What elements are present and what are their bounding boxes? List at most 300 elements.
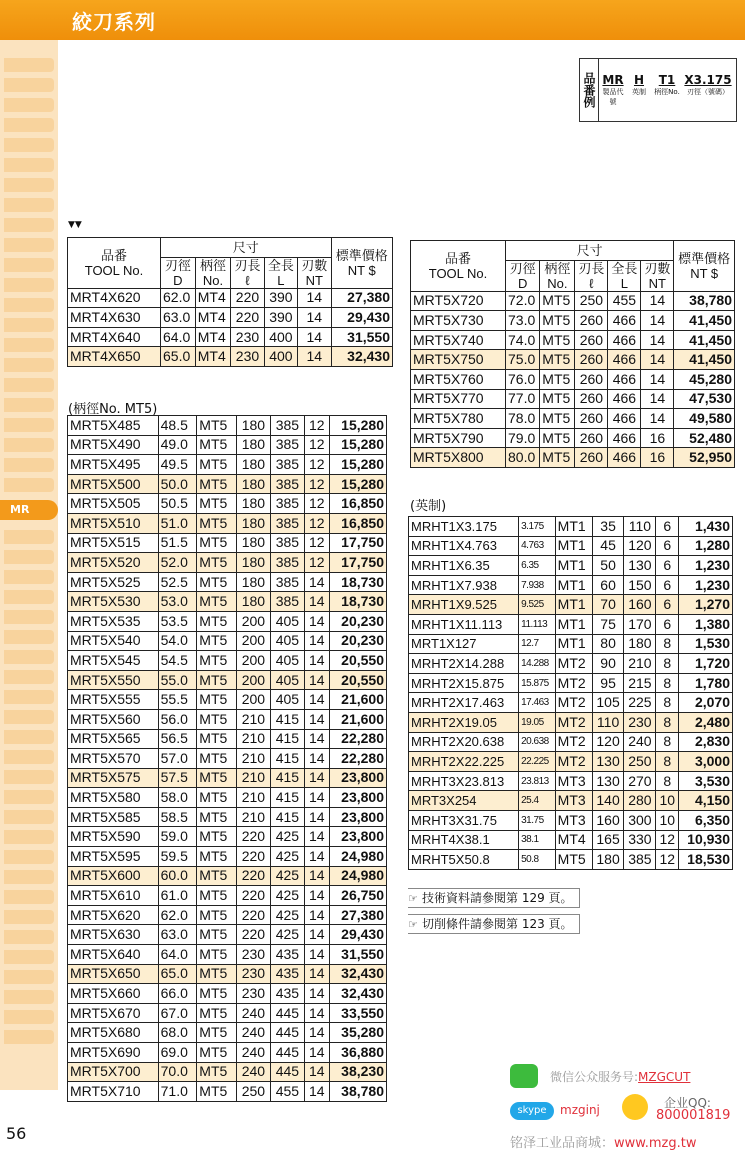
diameter-cell: 17.463 [519, 693, 556, 713]
total-length-cell: 466 [608, 369, 641, 389]
flute-length-cell: 210 [236, 709, 270, 729]
price-cell: 20,230 [329, 611, 386, 631]
side-index-tab[interactable] [4, 338, 54, 352]
table-row [411, 311, 735, 331]
tool-number-cell: MRT5X780 [411, 409, 506, 429]
price-cell: 20,550 [329, 670, 386, 690]
qq-label: 企业QQ: [664, 1096, 711, 1110]
table-row [409, 614, 733, 634]
price-cell: 36,880 [329, 1043, 386, 1063]
price-cell: 24,980 [329, 847, 386, 867]
side-index-tab[interactable] [4, 1030, 54, 1044]
diameter-cell: 7.938 [519, 575, 556, 595]
price-cell: 18,730 [329, 592, 386, 612]
wechat-icon [510, 1064, 538, 1088]
shank-cell: MT5 [197, 886, 237, 906]
price-cell: 41,450 [674, 350, 735, 370]
shank-cell: MT2 [555, 693, 592, 713]
price-cell: 1,530 [679, 634, 733, 654]
diameter-cell: 57.0 [158, 749, 197, 769]
tool-number-cell: MRT5X760 [411, 369, 506, 389]
shop-text: 铭泽工业品商城：www.mzg.tw [510, 1136, 697, 1151]
shank-cell: MT2 [555, 654, 592, 674]
diameter-cell: 57.5 [158, 768, 197, 788]
flute-length-cell: 210 [236, 807, 270, 827]
price-cell: 1,280 [679, 536, 733, 556]
side-index-tab[interactable] [4, 630, 54, 644]
side-index-tab[interactable] [4, 458, 54, 472]
flutes-cell: 14 [304, 611, 329, 631]
diameter-cell: 71.0 [158, 1082, 197, 1102]
shank-cell: MT3 [555, 810, 592, 830]
side-index-tab[interactable] [4, 790, 54, 804]
price-cell: 20,550 [329, 651, 386, 671]
side-index-tab[interactable] [4, 890, 54, 904]
side-index-tab[interactable] [4, 570, 54, 584]
shank-cell: MT5 [197, 572, 237, 592]
flute-length-cell: 220 [236, 925, 270, 945]
tool-number-cell: MRT5X770 [411, 389, 506, 409]
price-cell: 24,980 [329, 866, 386, 886]
side-index-tab[interactable] [4, 438, 54, 452]
flute-length-cell: 130 [592, 752, 624, 772]
flute-length-cell: 220 [236, 886, 270, 906]
flutes-cell: 14 [304, 964, 329, 984]
tool-number-cell: MRHT4X38.1 [409, 830, 519, 850]
total-length-cell: 270 [624, 771, 656, 791]
tool-number-cell: MRHT1X7.938 [409, 575, 519, 595]
tool-number-cell: MRHT2X17.463 [409, 693, 519, 713]
table-row [411, 369, 735, 389]
table-row [411, 389, 735, 409]
side-index-tab[interactable] [4, 810, 54, 824]
side-index-tab[interactable] [4, 318, 54, 332]
table-row [68, 1062, 387, 1082]
price-cell: 41,450 [674, 311, 735, 331]
col-d: 刃徑 D [506, 260, 540, 291]
total-length-cell: 466 [608, 330, 641, 350]
flutes-cell: 14 [304, 1003, 329, 1023]
table-row [411, 330, 735, 350]
total-length-cell: 435 [270, 964, 304, 984]
flute-length-cell: 180 [236, 553, 270, 573]
side-index-tab[interactable] [4, 550, 54, 564]
table-row [68, 513, 387, 533]
flute-length-cell: 50 [592, 556, 624, 576]
total-length-cell: 110 [624, 517, 656, 537]
legend-part [654, 73, 680, 97]
tool-number-cell: MRT5X690 [68, 1043, 159, 1063]
diameter-cell: 54.0 [158, 631, 197, 651]
flutes-cell: 12 [304, 435, 329, 455]
side-index-tab[interactable] [4, 278, 54, 292]
shank-cell: MT5 [540, 330, 575, 350]
flutes-cell: 8 [656, 654, 679, 674]
shank-cell: MT5 [197, 533, 237, 553]
table-row [68, 925, 387, 945]
flute-length-cell: 180 [236, 572, 270, 592]
legend-desc: 製品代號 [602, 88, 624, 106]
shank-cell: MT5 [540, 291, 575, 311]
price-cell: 27,380 [329, 905, 386, 925]
total-length-cell: 225 [624, 693, 656, 713]
side-index-tab[interactable] [4, 730, 54, 744]
col-nt: 刃數 NT [641, 260, 674, 291]
side-index-tab[interactable] [4, 1010, 54, 1024]
price-cell: 23,800 [329, 807, 386, 827]
table-row [68, 308, 393, 328]
side-index-tab[interactable] [4, 198, 54, 212]
table-row [68, 827, 387, 847]
diameter-cell: 50.8 [519, 850, 556, 870]
flute-length-cell: 240 [236, 1062, 270, 1082]
flute-length-cell: 90 [592, 654, 624, 674]
flute-length-cell: 200 [236, 651, 270, 671]
table-row [409, 654, 733, 674]
tool-number-cell: MRT5X710 [68, 1082, 159, 1102]
flutes-cell: 14 [641, 409, 674, 429]
diameter-cell: 19.05 [519, 712, 556, 732]
side-index-tab[interactable] [4, 178, 54, 192]
side-index-tab[interactable] [4, 258, 54, 272]
col-tool: 品番 TOOL No. [68, 238, 161, 289]
tool-number-cell: MRT5X510 [68, 513, 159, 533]
flutes-cell: 14 [298, 288, 331, 308]
diameter-cell: 69.0 [158, 1043, 197, 1063]
diameter-cell: 79.0 [506, 428, 540, 448]
side-index-tab[interactable] [4, 418, 54, 432]
pointing-hand-icon: ☞ [408, 892, 418, 905]
table-row [68, 347, 393, 367]
side-index-tab[interactable] [4, 970, 54, 984]
shank-cell: MT5 [540, 369, 575, 389]
side-tab-mr[interactable]: MR [0, 500, 58, 520]
diameter-cell: 75.0 [506, 350, 540, 370]
table-row [68, 592, 387, 612]
flutes-cell: 14 [304, 1023, 329, 1043]
diameter-cell: 54.5 [158, 651, 197, 671]
side-index-tab[interactable] [4, 58, 54, 72]
total-length-cell: 230 [624, 712, 656, 732]
flutes-cell: 14 [298, 327, 331, 347]
total-length-cell: 405 [270, 611, 304, 631]
price-cell: 1,230 [679, 556, 733, 576]
diameter-cell: 23.813 [519, 771, 556, 791]
flutes-cell: 12 [656, 850, 679, 870]
table-row [409, 634, 733, 654]
diameter-cell: 62.0 [161, 288, 196, 308]
flute-length-cell: 95 [592, 673, 624, 693]
tool-number-cell: MRT5X520 [68, 553, 159, 573]
diameter-cell: 64.0 [158, 945, 197, 965]
table-row [68, 553, 387, 573]
table-row [411, 291, 735, 311]
tool-number-cell: MRT5X540 [68, 631, 159, 651]
shank-cell: MT5 [197, 670, 237, 690]
price-cell: 23,800 [329, 827, 386, 847]
flutes-cell: 6 [656, 556, 679, 576]
diameter-cell: 63.0 [161, 308, 196, 328]
shank-cell: MT5 [197, 651, 237, 671]
side-index-tab[interactable] [4, 78, 54, 92]
flutes-cell: 12 [304, 513, 329, 533]
side-index-tab[interactable] [4, 478, 54, 492]
flutes-cell: 14 [641, 330, 674, 350]
tool-number-cell: MRT5X570 [68, 749, 159, 769]
flutes-cell: 8 [656, 771, 679, 791]
side-index-tab[interactable] [4, 710, 54, 724]
price-cell: 45,280 [674, 369, 735, 389]
flute-length-cell: 260 [575, 350, 608, 370]
side-index-tab[interactable] [4, 850, 54, 864]
shank-cell: MT5 [197, 709, 237, 729]
total-length-cell: 425 [270, 827, 304, 847]
flute-length-cell: 240 [236, 1003, 270, 1023]
side-index-tab[interactable] [4, 990, 54, 1004]
flute-length-cell: 230 [236, 945, 270, 965]
diameter-cell: 11.113 [519, 614, 556, 634]
flutes-cell: 14 [304, 984, 329, 1004]
side-index-tab[interactable] [4, 910, 54, 924]
side-index-tab[interactable] [4, 950, 54, 964]
flute-length-cell: 140 [592, 791, 624, 811]
flutes-cell: 10 [656, 791, 679, 811]
table-row [68, 866, 387, 886]
diameter-cell: 65.0 [161, 347, 196, 367]
table-row [411, 428, 735, 448]
shank-cell: MT1 [555, 634, 592, 654]
flute-length-cell: 200 [236, 670, 270, 690]
side-index-tab[interactable] [4, 358, 54, 372]
shank-cell: MT1 [555, 517, 592, 537]
side-index-tab[interactable] [4, 770, 54, 784]
price-cell: 47,530 [674, 389, 735, 409]
side-index-tab[interactable] [4, 158, 54, 172]
watermark [510, 1062, 740, 1152]
tool-number-cell: MRT5X740 [411, 330, 506, 350]
col-dims: 尺寸 [506, 241, 674, 261]
total-length-cell: 435 [270, 945, 304, 965]
diameter-cell: 50.0 [158, 474, 197, 494]
side-index-tab[interactable] [4, 218, 54, 232]
shank-cell: MT5 [197, 945, 237, 965]
table-row [68, 494, 387, 514]
side-index-tab[interactable] [4, 298, 54, 312]
total-length-cell: 405 [270, 651, 304, 671]
shank-cell: MT1 [555, 536, 592, 556]
price-cell: 16,850 [329, 494, 386, 514]
shank-cell: MT5 [540, 389, 575, 409]
flute-length-cell: 220 [236, 827, 270, 847]
table-row [68, 455, 387, 475]
diameter-cell: 22.225 [519, 752, 556, 772]
table-row [68, 327, 393, 347]
total-length-cell: 280 [624, 791, 656, 811]
tool-number-cell: MRT5X800 [411, 448, 506, 468]
col-flute: 刃長 ℓ [231, 257, 264, 288]
side-index-tab[interactable] [4, 650, 54, 664]
table-row [68, 788, 387, 808]
shank-cell: MT5 [197, 611, 237, 631]
tool-number-cell: MRT4X640 [68, 327, 161, 347]
side-index-tab[interactable] [4, 930, 54, 944]
table-row [68, 768, 387, 788]
table-row [68, 572, 387, 592]
page-title: 絞刀系列 [72, 10, 156, 34]
diameter-cell: 12.7 [519, 634, 556, 654]
side-index-tab[interactable] [4, 138, 54, 152]
flutes-cell: 14 [304, 651, 329, 671]
diameter-cell: 49.0 [158, 435, 197, 455]
table-row [68, 631, 387, 651]
total-length-cell: 215 [624, 673, 656, 693]
col-tool: 品番 TOOL No. [411, 241, 506, 292]
table-row [68, 945, 387, 965]
side-index-tab[interactable] [4, 670, 54, 684]
side-index-tab[interactable] [4, 610, 54, 624]
side-index-bar [0, 40, 58, 1090]
legend-part [628, 73, 650, 97]
diameter-cell: 51.5 [158, 533, 197, 553]
flutes-cell: 12 [304, 474, 329, 494]
total-length-cell: 415 [270, 749, 304, 769]
legend-code: X3.175 [684, 73, 732, 87]
flutes-cell: 12 [304, 455, 329, 475]
tool-number-cell: MRT4X650 [68, 347, 161, 367]
diameter-cell: 78.0 [506, 409, 540, 429]
side-index-tab[interactable] [4, 398, 54, 412]
shank-cell: MT5 [197, 925, 237, 945]
total-length-cell: 390 [264, 288, 297, 308]
flutes-cell: 14 [304, 925, 329, 945]
diameter-cell: 55.5 [158, 690, 197, 710]
total-length-cell: 415 [270, 768, 304, 788]
tool-number-cell: MRHT1X11.113 [409, 614, 519, 634]
side-index-tab[interactable] [4, 118, 54, 132]
shank-cell: MT5 [540, 409, 575, 429]
shank-cell: MT5 [197, 964, 237, 984]
price-cell: 17,750 [329, 553, 386, 573]
flute-length-cell: 260 [575, 448, 608, 468]
price-cell: 38,780 [674, 291, 735, 311]
flutes-cell: 14 [304, 729, 329, 749]
side-index-tab[interactable] [4, 238, 54, 252]
legend-desc: 柄徑No. [654, 88, 680, 96]
price-cell: 23,800 [329, 788, 386, 808]
side-index-tab[interactable] [4, 98, 54, 112]
page-number: 56 [6, 1124, 27, 1143]
diameter-cell: 49.5 [158, 455, 197, 475]
side-index-tab[interactable] [4, 870, 54, 884]
tool-number-cell: MRT5X595 [68, 847, 159, 867]
price-cell: 4,150 [679, 791, 733, 811]
legend-label: 品番例 [580, 59, 599, 121]
flutes-cell: 8 [656, 634, 679, 654]
total-length-cell: 466 [608, 448, 641, 468]
price-cell: 52,950 [674, 448, 735, 468]
flute-length-cell: 240 [236, 1023, 270, 1043]
flutes-cell: 14 [304, 827, 329, 847]
shank-cell: MT5 [197, 749, 237, 769]
flutes-cell: 14 [304, 670, 329, 690]
flutes-cell: 6 [656, 536, 679, 556]
flute-length-cell: 240 [236, 1043, 270, 1063]
price-cell: 2,830 [679, 732, 733, 752]
diameter-cell: 15.875 [519, 673, 556, 693]
flutes-cell: 10 [656, 810, 679, 830]
price-cell: 41,450 [674, 330, 735, 350]
col-shank: 柄徑 No. [195, 257, 231, 288]
shank-cell: MT4 [195, 327, 231, 347]
side-index-tab[interactable] [4, 590, 54, 604]
total-length-cell: 385 [270, 416, 304, 436]
tech-data-reference[interactable] [408, 888, 580, 908]
wechat-text: 微信公众服务号:MZGCUT [550, 1070, 691, 1084]
total-length-cell: 385 [270, 592, 304, 612]
total-length-cell: 466 [608, 389, 641, 409]
price-cell: 33,550 [329, 1003, 386, 1023]
flutes-cell: 14 [304, 788, 329, 808]
side-index-tab[interactable] [4, 830, 54, 844]
shank-cell: MT1 [555, 614, 592, 634]
diameter-cell: 9.525 [519, 595, 556, 615]
price-cell: 1,780 [679, 673, 733, 693]
part-number-example [579, 58, 737, 122]
tool-number-cell: MRT5X485 [68, 416, 159, 436]
diameter-cell: 31.75 [519, 810, 556, 830]
total-length-cell: 425 [270, 866, 304, 886]
tool-number-cell: MRHT2X14.288 [409, 654, 519, 674]
side-index-tab[interactable] [4, 530, 54, 544]
total-length-cell: 180 [624, 634, 656, 654]
table-row [68, 611, 387, 631]
flute-length-cell: 180 [236, 592, 270, 612]
flute-length-cell: 220 [236, 905, 270, 925]
shank-cell: MT3 [555, 791, 592, 811]
table-row [409, 673, 733, 693]
tool-number-cell: MRT5X580 [68, 788, 159, 808]
flutes-cell: 8 [656, 732, 679, 752]
price-cell: 18,730 [329, 572, 386, 592]
shank-cell: MT1 [555, 556, 592, 576]
flutes-cell: 12 [304, 416, 329, 436]
flute-length-cell: 260 [575, 311, 608, 331]
total-length-cell: 455 [270, 1082, 304, 1102]
diameter-cell: 53.5 [158, 611, 197, 631]
tool-number-cell: MRT5X590 [68, 827, 159, 847]
flutes-cell: 14 [304, 690, 329, 710]
tool-number-cell: MRT5X495 [68, 455, 159, 475]
side-index-tab[interactable] [4, 378, 54, 392]
reamer-table-mt5 [67, 415, 387, 1102]
flutes-cell: 14 [304, 886, 329, 906]
flutes-cell: 14 [304, 592, 329, 612]
table-row [68, 807, 387, 827]
flute-length-cell: 180 [236, 455, 270, 475]
legend-code: T1 [658, 73, 676, 87]
flute-length-cell: 250 [236, 1082, 270, 1102]
table-row [68, 749, 387, 769]
cutting-conditions-reference[interactable] [408, 914, 580, 934]
tool-number-cell: MRT4X620 [68, 288, 161, 308]
col-total: 全長 L [264, 257, 297, 288]
shank-cell: MT4 [195, 308, 231, 328]
side-index-tab[interactable] [4, 690, 54, 704]
total-length-cell: 150 [624, 575, 656, 595]
side-index-tab[interactable] [4, 750, 54, 764]
tool-number-cell: MRT5X790 [411, 428, 506, 448]
skype-name: mzginj [560, 1103, 600, 1117]
